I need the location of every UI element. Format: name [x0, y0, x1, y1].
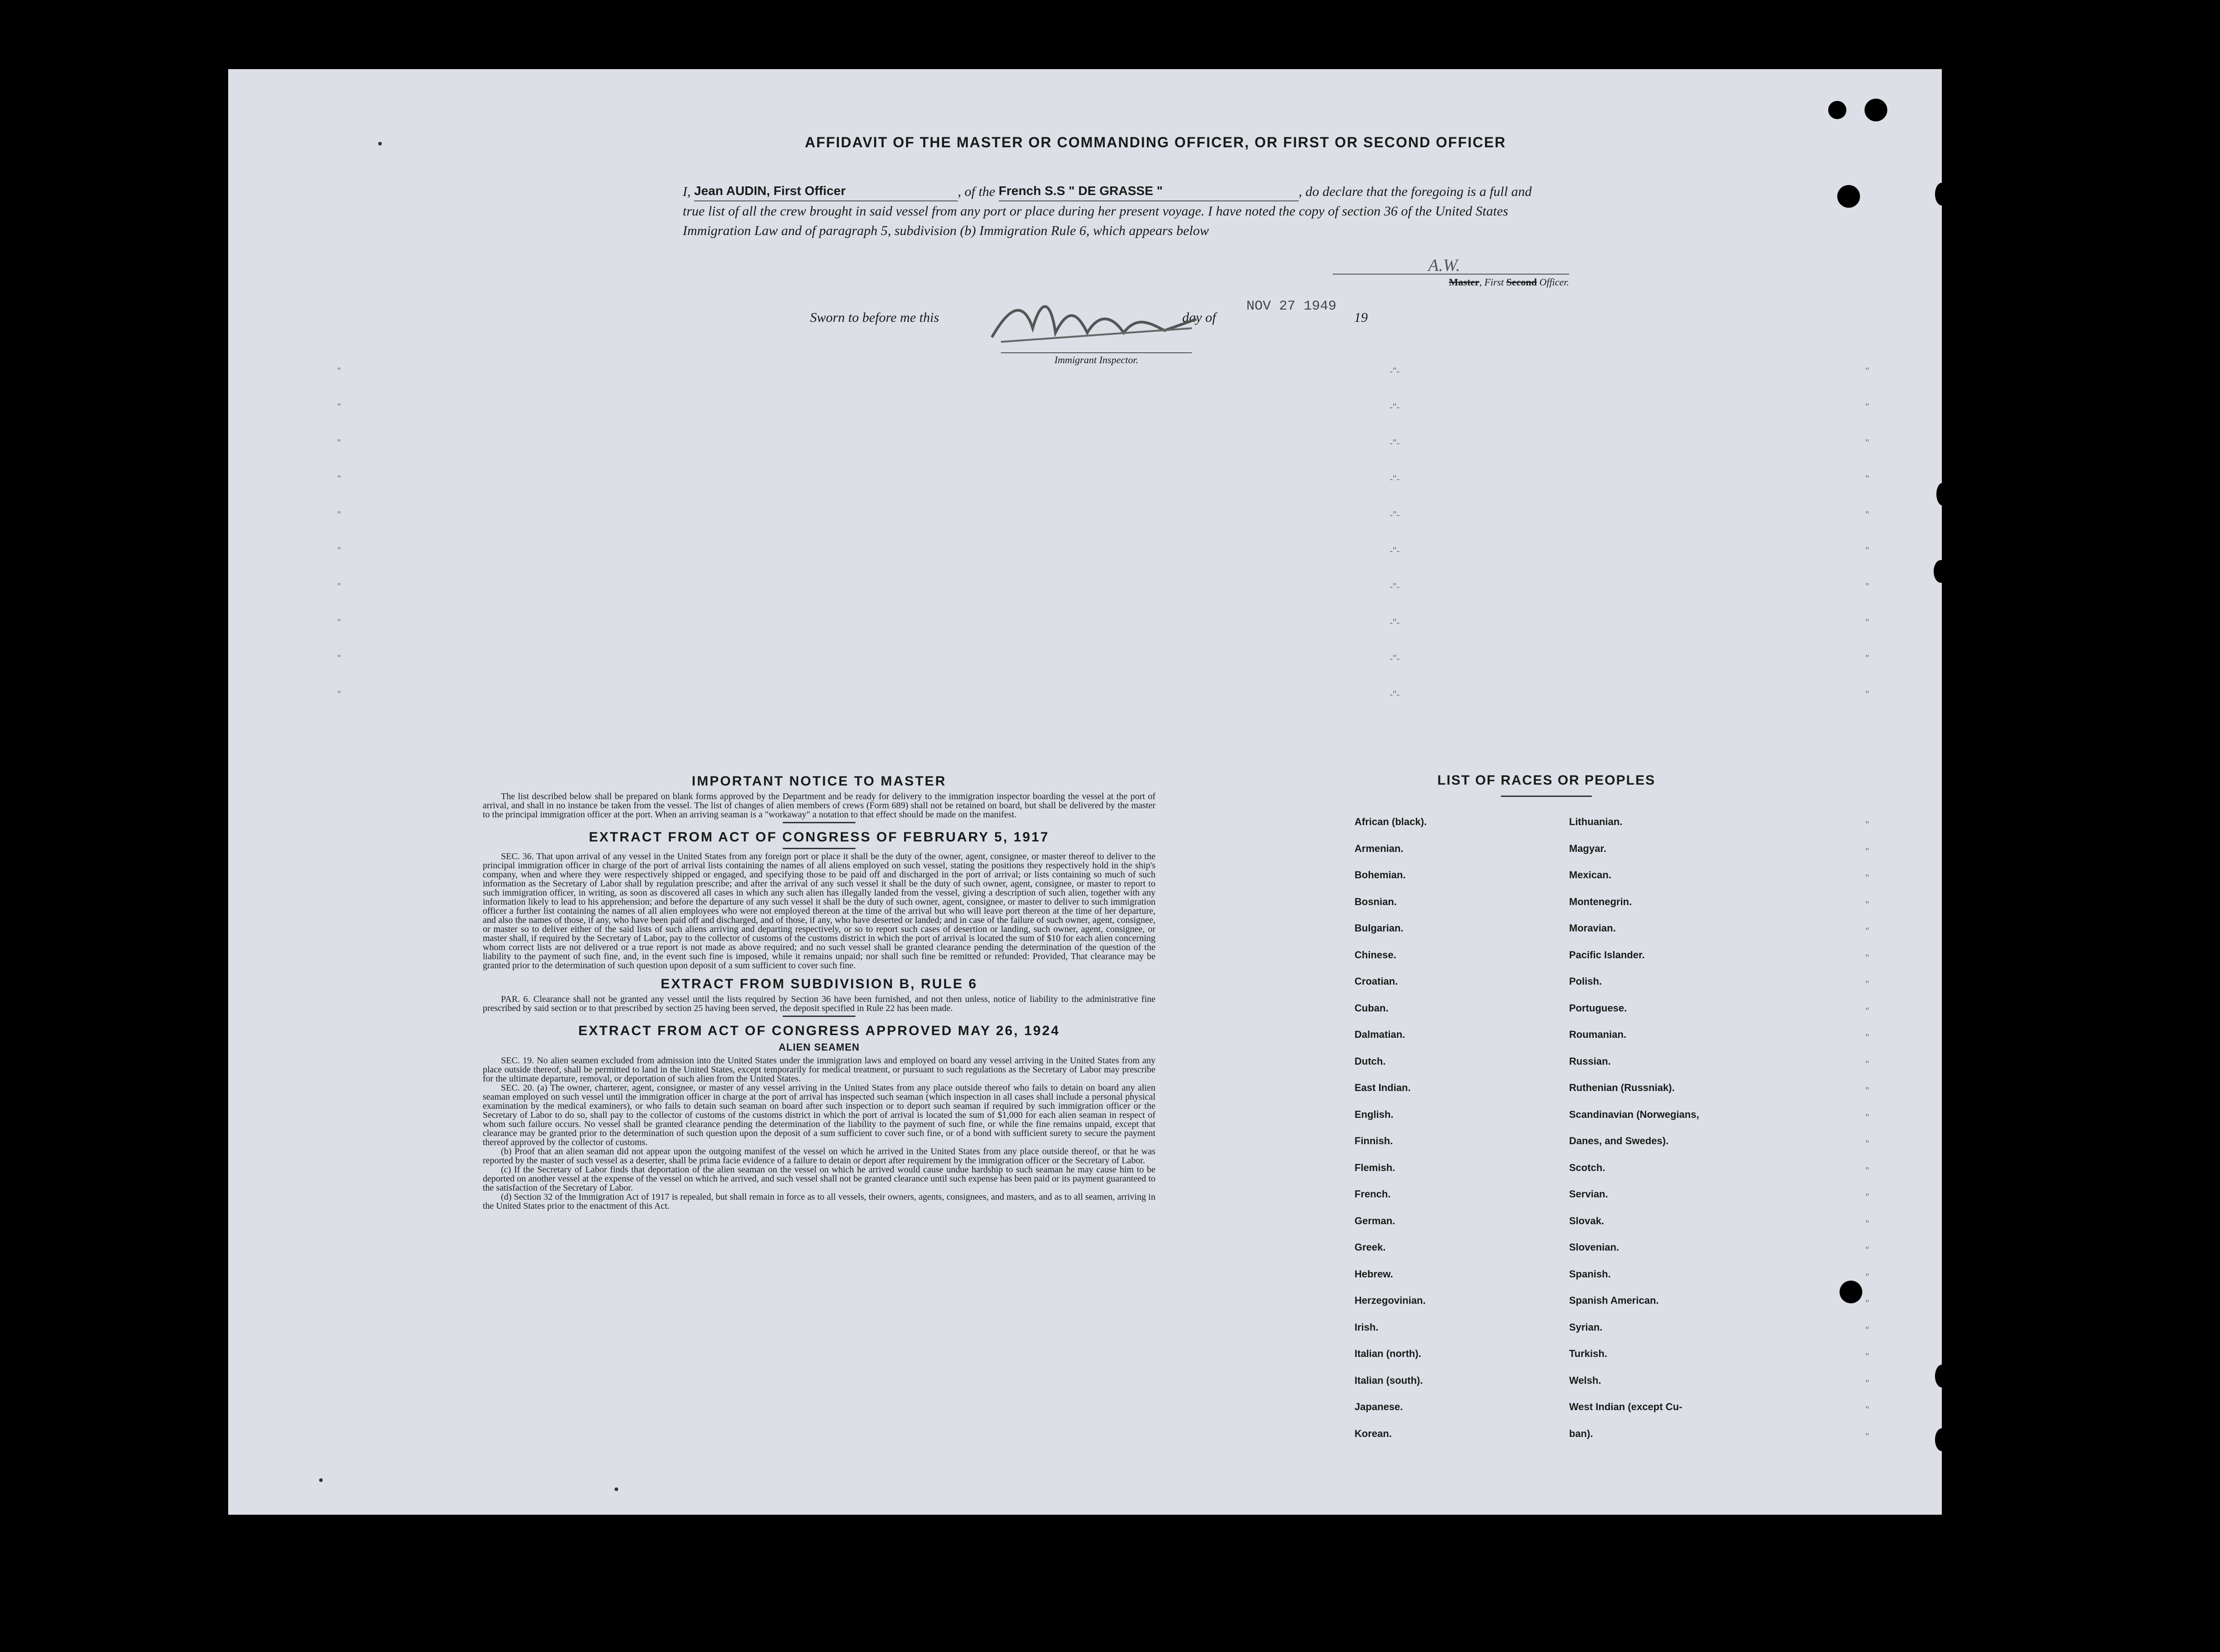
race-item: Croatian. [1355, 976, 1398, 987]
extract-1917-heading: EXTRACT FROM ACT OF CONGRESS OF FEBRUARY 5, 1917 [589, 830, 1050, 845]
race-item: ban). [1569, 1427, 1593, 1439]
inspector-signature [983, 287, 1210, 355]
year-prefix: 19 [1354, 310, 1368, 325]
race-item: Bosnian. [1355, 896, 1397, 907]
notice-column [483, 774, 1155, 1211]
of-the-text: , of the [958, 184, 995, 199]
race-item: Moravian. [1569, 922, 1616, 934]
ditto-mark: -"- [1390, 365, 1400, 377]
extract-rule6-heading: EXTRACT FROM SUBDIVISION B, RULE 6 [660, 976, 978, 991]
race-item: Syrian. [1569, 1321, 1603, 1333]
race-item: West Indian (except Cu- [1569, 1401, 1682, 1412]
race-item: Polish. [1569, 976, 1602, 987]
ditto-mark: -"- [1390, 509, 1400, 521]
ditto-mark: " [1865, 1271, 1869, 1283]
ditto-mark: " [1865, 872, 1869, 884]
ditto-mark: " [1865, 509, 1869, 521]
race-item: Spanish. [1569, 1268, 1611, 1280]
affidavit-title: AFFIDAVIT OF THE MASTER OR COMMANDING OFFICER, OR FIRST OR SECOND OFFICER [805, 134, 1506, 150]
ditto-mark: " [1865, 1085, 1869, 1096]
race-item: Slovak. [1569, 1215, 1605, 1226]
race-item: Finnish. [1355, 1135, 1393, 1146]
race-item: Ruthenian (Russniak). [1569, 1082, 1675, 1093]
binder-hole [1828, 101, 1846, 119]
speck [615, 1487, 618, 1491]
race-item: Cuban. [1355, 1002, 1389, 1014]
ditto-mark: " [1865, 1218, 1869, 1230]
race-item: German. [1355, 1215, 1395, 1226]
divider [783, 848, 855, 849]
ditto-mark: " [1865, 1245, 1869, 1256]
ditto-mark: -"- [1390, 473, 1400, 485]
date-stamp: NOV 27 1949 [1246, 299, 1337, 314]
race-item: Russian. [1569, 1055, 1611, 1067]
race-item: Danes, and Swedes). [1569, 1135, 1669, 1146]
ditto-mark: " [1865, 617, 1869, 628]
race-item: Bohemian. [1355, 869, 1406, 881]
notice-text: The list described below shall be prepared on blank forms approved by the Department and be ready for delivery to the immigration inspector boarding the vessel at the port of arrival, and shall in no instance be taken from the vessel. The list of changes of alien members of crews (Form 689) shall not be retained on board, but shall be delivered by the master to the principal immigration officer at the port. When an arriving seaman is a "workaway" a notation to that effect should be made on the manifest. [483, 791, 1155, 820]
ditto-mark: " [1865, 1377, 1869, 1389]
ditto-mark: " [337, 509, 341, 521]
ditto-mark: " [337, 581, 341, 592]
ditto-mark: " [1865, 1324, 1869, 1336]
ditto-mark: " [1865, 401, 1869, 413]
race-item: Scandinavian (Norwegians, [1569, 1108, 1700, 1120]
binder-hole [1865, 99, 1887, 121]
ditto-mark: " [1865, 1351, 1869, 1362]
ditto-mark: " [1865, 1058, 1869, 1070]
sec19-text: SEC. 19. No alien seamen excluded from admission into the United States under the immigration laws and employed on board any vessel arriving in the United States from any place outside thereof, shall be permitted to land in the United States, except temporarily for medical treatment, or pursuant to such regulations as the Secretary of Labor may prescribe for the ultimate departure, removal, or deportation of such alien from the United States. [483, 1056, 1155, 1084]
race-item: Lithuanian. [1569, 816, 1623, 827]
vessel-name: French S.S " DE GRASSE " [999, 181, 1299, 201]
ditto-mark: " [1865, 1111, 1869, 1123]
officer-suffix: Officer. [1539, 276, 1569, 288]
race-item: Japanese. [1355, 1401, 1403, 1412]
ditto-mark: " [1865, 979, 1869, 990]
race-item: East Indian. [1355, 1082, 1411, 1093]
ditto-mark: " [1865, 819, 1869, 831]
extract-rule6-text: PAR. 6. Clearance shall not be granted any vessel until the lists required by Section 36 have been furnished, and not then unless, notice of liability to the administrative fine prescribed by said section or to that prescribed by section 25 having been served, the deposit specified in Rule 22 has been made. [483, 994, 1155, 1013]
inspector-label: Immigrant Inspector. [1001, 352, 1192, 366]
binder-hole [1935, 183, 1949, 205]
ditto-mark: -"- [1390, 653, 1400, 664]
race-item: Montenegrin. [1569, 896, 1632, 907]
race-item: Scotch. [1569, 1161, 1605, 1173]
ditto-mark: -"- [1390, 689, 1400, 700]
binder-hole [1837, 185, 1860, 208]
notice-heading: IMPORTANT NOTICE TO MASTER [691, 774, 947, 789]
ditto-mark: " [337, 689, 341, 700]
ditto-mark: " [337, 653, 341, 664]
ditto-mark: " [1865, 1032, 1869, 1043]
race-item: Roumanian. [1569, 1029, 1626, 1040]
race-item: Portuguese. [1569, 1002, 1627, 1014]
sec20a-text: SEC. 20. (a) The owner, charterer, agent, consignee, or master of any vessel arriving in the United States from any place outside thereof who fails to detain on board any alien seaman employed on such vessel until the immigration officer in charge at the port of arrival has inspected such seaman (which inspection in all cases shall include a personal physical examination by the medical examiners), or who fails to detain such seaman on board after such inspection or to deport such seaman if required by such immigration officer or the Secretary of Labor to do so, shall pay to the collector of customs of the customs district in which the port of arrival is located the sum of $1,000 for each alien seaman in respect of whom such failure occurs. No vessel shall be granted clearance pending the determination of the liability to the payment of such fine, or while the fine remains unpaid, except that clearance may be granted prior to the determination of such question upon the deposit of a sum sufficient to cover such fine, or of a bond with sufficient surety to secure the payment thereof approved by the collector of customs. [483, 1083, 1155, 1147]
ditto-mark: " [1865, 1138, 1869, 1150]
officer-signature-line: Master, First Second Officer. [1333, 274, 1569, 288]
race-item: French. [1355, 1188, 1391, 1200]
struck-master: Master [1449, 276, 1480, 288]
ditto-mark: -"- [1390, 617, 1400, 628]
ditto-mark: " [1865, 1165, 1869, 1176]
day-of-text: day of [1182, 310, 1216, 325]
ditto-mark: " [337, 545, 341, 556]
struck-second: Second [1506, 276, 1537, 288]
divider [783, 822, 855, 823]
ditto-mark: -"- [1390, 401, 1400, 413]
declaration [683, 181, 1546, 240]
binder-hole [1936, 483, 1949, 506]
officer-name: Jean AUDIN, First Officer [694, 181, 958, 201]
race-item: Korean. [1355, 1427, 1392, 1439]
race-item: Mexican. [1569, 869, 1611, 881]
extract-1917-text: SEC. 36. That upon arrival of any vessel in the United States from any foreign port or place it shall be the duty of the owner, agent, consignee, or master thereof to deliver to the principal immigration officer in charge of the port of arrival lists containing the names of all aliens employed on such vessel, stating the positions they respectively hold in the ship's company, when and where they were respectively shipped or engaged, and specifying those to be paid off and discharged in the port of arrival; or lists containing so much of such information as the Secretary of Labor shall by regulation prescribe; and after the arrival of any such vessel it shall be the duty of such owner, agent, consignee, or master to report to such immigration officer, in writing, as soon as discovered all cases in which any such alien has illegally landed from the vessel, giving a description of such alien, together with any information likely to lead to his apprehension; and before the departure of any such vessel it shall be the duty of such owner, agent, consignee, or master to deliver to such immigration officer a further list containing the names of all alien employees who were not employed thereon at the time of the arrival but who will leave port thereon at the time of her departure, and also the names of those, if any, who have been paid off and discharged, and of those, if any, who have deserted or landed; and in case of the failure of such owner, agent, consignee, or master so to deliver either of the said lists of such aliens arriving and departing respectively, or so to report such cases of desertion or landing, such owner, agent, consignee, or master shall, if required by the Secretary of Labor, pay to the collector of customs of the customs district in which the port of arrival is located the sum of $10 for each alien concerning whom correct lists are not delivered or a true report is not made as above required; and no such vessel shall be granted clearance pending the determination of the question of the liability to the payment of such fine, and, in the event such fine is imposed, while it remains unpaid; nor shall such fine be remitted or refunded: Provided, That clearance may be granted prior to the determination of such question upon deposit of a sum sufficient to cover such fine. [483, 851, 1155, 971]
race-item: Magyar. [1569, 842, 1606, 854]
ditto-mark: " [1865, 653, 1869, 664]
race-item: Italian (south). [1355, 1374, 1423, 1386]
race-item: Slovenian. [1569, 1242, 1620, 1253]
ditto-mark: " [1865, 689, 1869, 700]
binder-hole [1840, 1281, 1862, 1303]
ditto-mark: " [1865, 365, 1869, 377]
ditto-mark: " [1865, 899, 1869, 911]
race-item: Flemish. [1355, 1161, 1395, 1173]
race-item: Hebrew. [1355, 1268, 1393, 1280]
race-item: African (black). [1355, 816, 1427, 827]
ditto-mark: " [1865, 846, 1869, 857]
ditto-mark: " [1865, 437, 1869, 449]
divider [783, 1016, 855, 1017]
declaration-prefix: I, [683, 184, 691, 199]
binder-hole [1934, 560, 1948, 583]
race-item: Irish. [1355, 1321, 1379, 1333]
ditto-mark: -"- [1390, 545, 1400, 556]
race-item: Greek. [1355, 1242, 1386, 1253]
officer-initials: A.W. [1428, 256, 1460, 275]
officer-first: First [1484, 276, 1504, 288]
ditto-mark: " [1865, 1404, 1869, 1416]
binder-hole [1935, 1428, 1949, 1451]
alien-seamen-heading: ALIEN SEAMEN [778, 1041, 860, 1053]
ditto-mark: " [1865, 1431, 1869, 1442]
ditto-mark: " [1865, 1298, 1869, 1309]
race-item: Chinese. [1355, 949, 1396, 961]
race-item: Dalmatian. [1355, 1029, 1405, 1040]
ditto-mark: -"- [1390, 581, 1400, 592]
ditto-mark: " [1865, 473, 1869, 485]
sec20d-text: (d) Section 32 of the Immigration Act of 1917 is repealed, but shall remain in force as to all vessels, their owners, agents, consignees, and masters, and as to all seamen, arriving in the United States prior to the enactment of this Act. [483, 1192, 1155, 1211]
race-item: Dutch. [1355, 1055, 1386, 1067]
race-item: Servian. [1569, 1188, 1608, 1200]
do-declare-text: , do declare [1299, 184, 1363, 199]
ditto-mark: " [1865, 581, 1869, 592]
ditto-mark: " [337, 617, 341, 628]
race-item: Pacific Islander. [1569, 949, 1645, 961]
ditto-mark: " [337, 401, 341, 413]
ditto-mark: " [1865, 926, 1869, 937]
ditto-mark: " [337, 437, 341, 449]
ditto-mark: " [1865, 1191, 1869, 1203]
race-item: Italian (north). [1355, 1348, 1421, 1359]
speck [319, 1478, 323, 1482]
race-item: Bulgarian. [1355, 922, 1404, 934]
binder-hole [1935, 1365, 1949, 1387]
ditto-mark: " [1865, 545, 1869, 556]
sec20b-text: (b) Proof that an alien seaman did not appear upon the outgoing manifest of the vessel on which he arrived in the United States from any place outside thereof, or that he was reported by the master of such vessel as a deserter, shall be prima facie evidence of a failure to detain or deport after requirement by the immigration officer or the Secretary of Labor. [483, 1146, 1155, 1166]
ditto-mark: " [1865, 952, 1869, 964]
race-item: English. [1355, 1108, 1394, 1120]
ditto-mark: " [1865, 1005, 1869, 1017]
race-item: Spanish American. [1569, 1295, 1659, 1306]
ditto-mark: -"- [1390, 437, 1400, 449]
ditto-mark: " [337, 473, 341, 485]
races-heading: LIST OF RACES OR PEOPLES [1437, 773, 1655, 788]
race-item: Turkish. [1569, 1348, 1607, 1359]
ditto-mark: " [337, 365, 341, 377]
speck [378, 142, 382, 145]
document-sheet [228, 69, 1942, 1515]
race-item: Herzegovinian. [1355, 1295, 1426, 1306]
races-divider [1501, 796, 1592, 797]
extract-1924-heading: EXTRACT FROM ACT OF CONGRESS APPROVED MAY 26, 1924 [578, 1023, 1060, 1038]
sworn-text: Sworn to before me this [810, 310, 939, 325]
declaration-body: that the foregoing is a full and true list of all the crew brought in said vessel from any port or place during her present voyage. I have noted the copy of section 36 of the United States Immigration Law and of paragraph 5, subdivision (b) Immigration Rule 6, which appears below [683, 184, 1532, 238]
race-item: Welsh. [1569, 1374, 1601, 1386]
race-item: Armenian. [1355, 842, 1404, 854]
sec20c-text: (c) If the Secretary of Labor finds that deportation of the alien seaman on the vessel on which he arrived would cause undue hardship to such seaman he may cause him to be deported on another vessel at the expense of the vessel on which he arrived, and such vessel shall not be granted clearance until such expense has been paid or its payment guaranteed to the satisfaction of the Secretary of Labor. [483, 1165, 1155, 1193]
